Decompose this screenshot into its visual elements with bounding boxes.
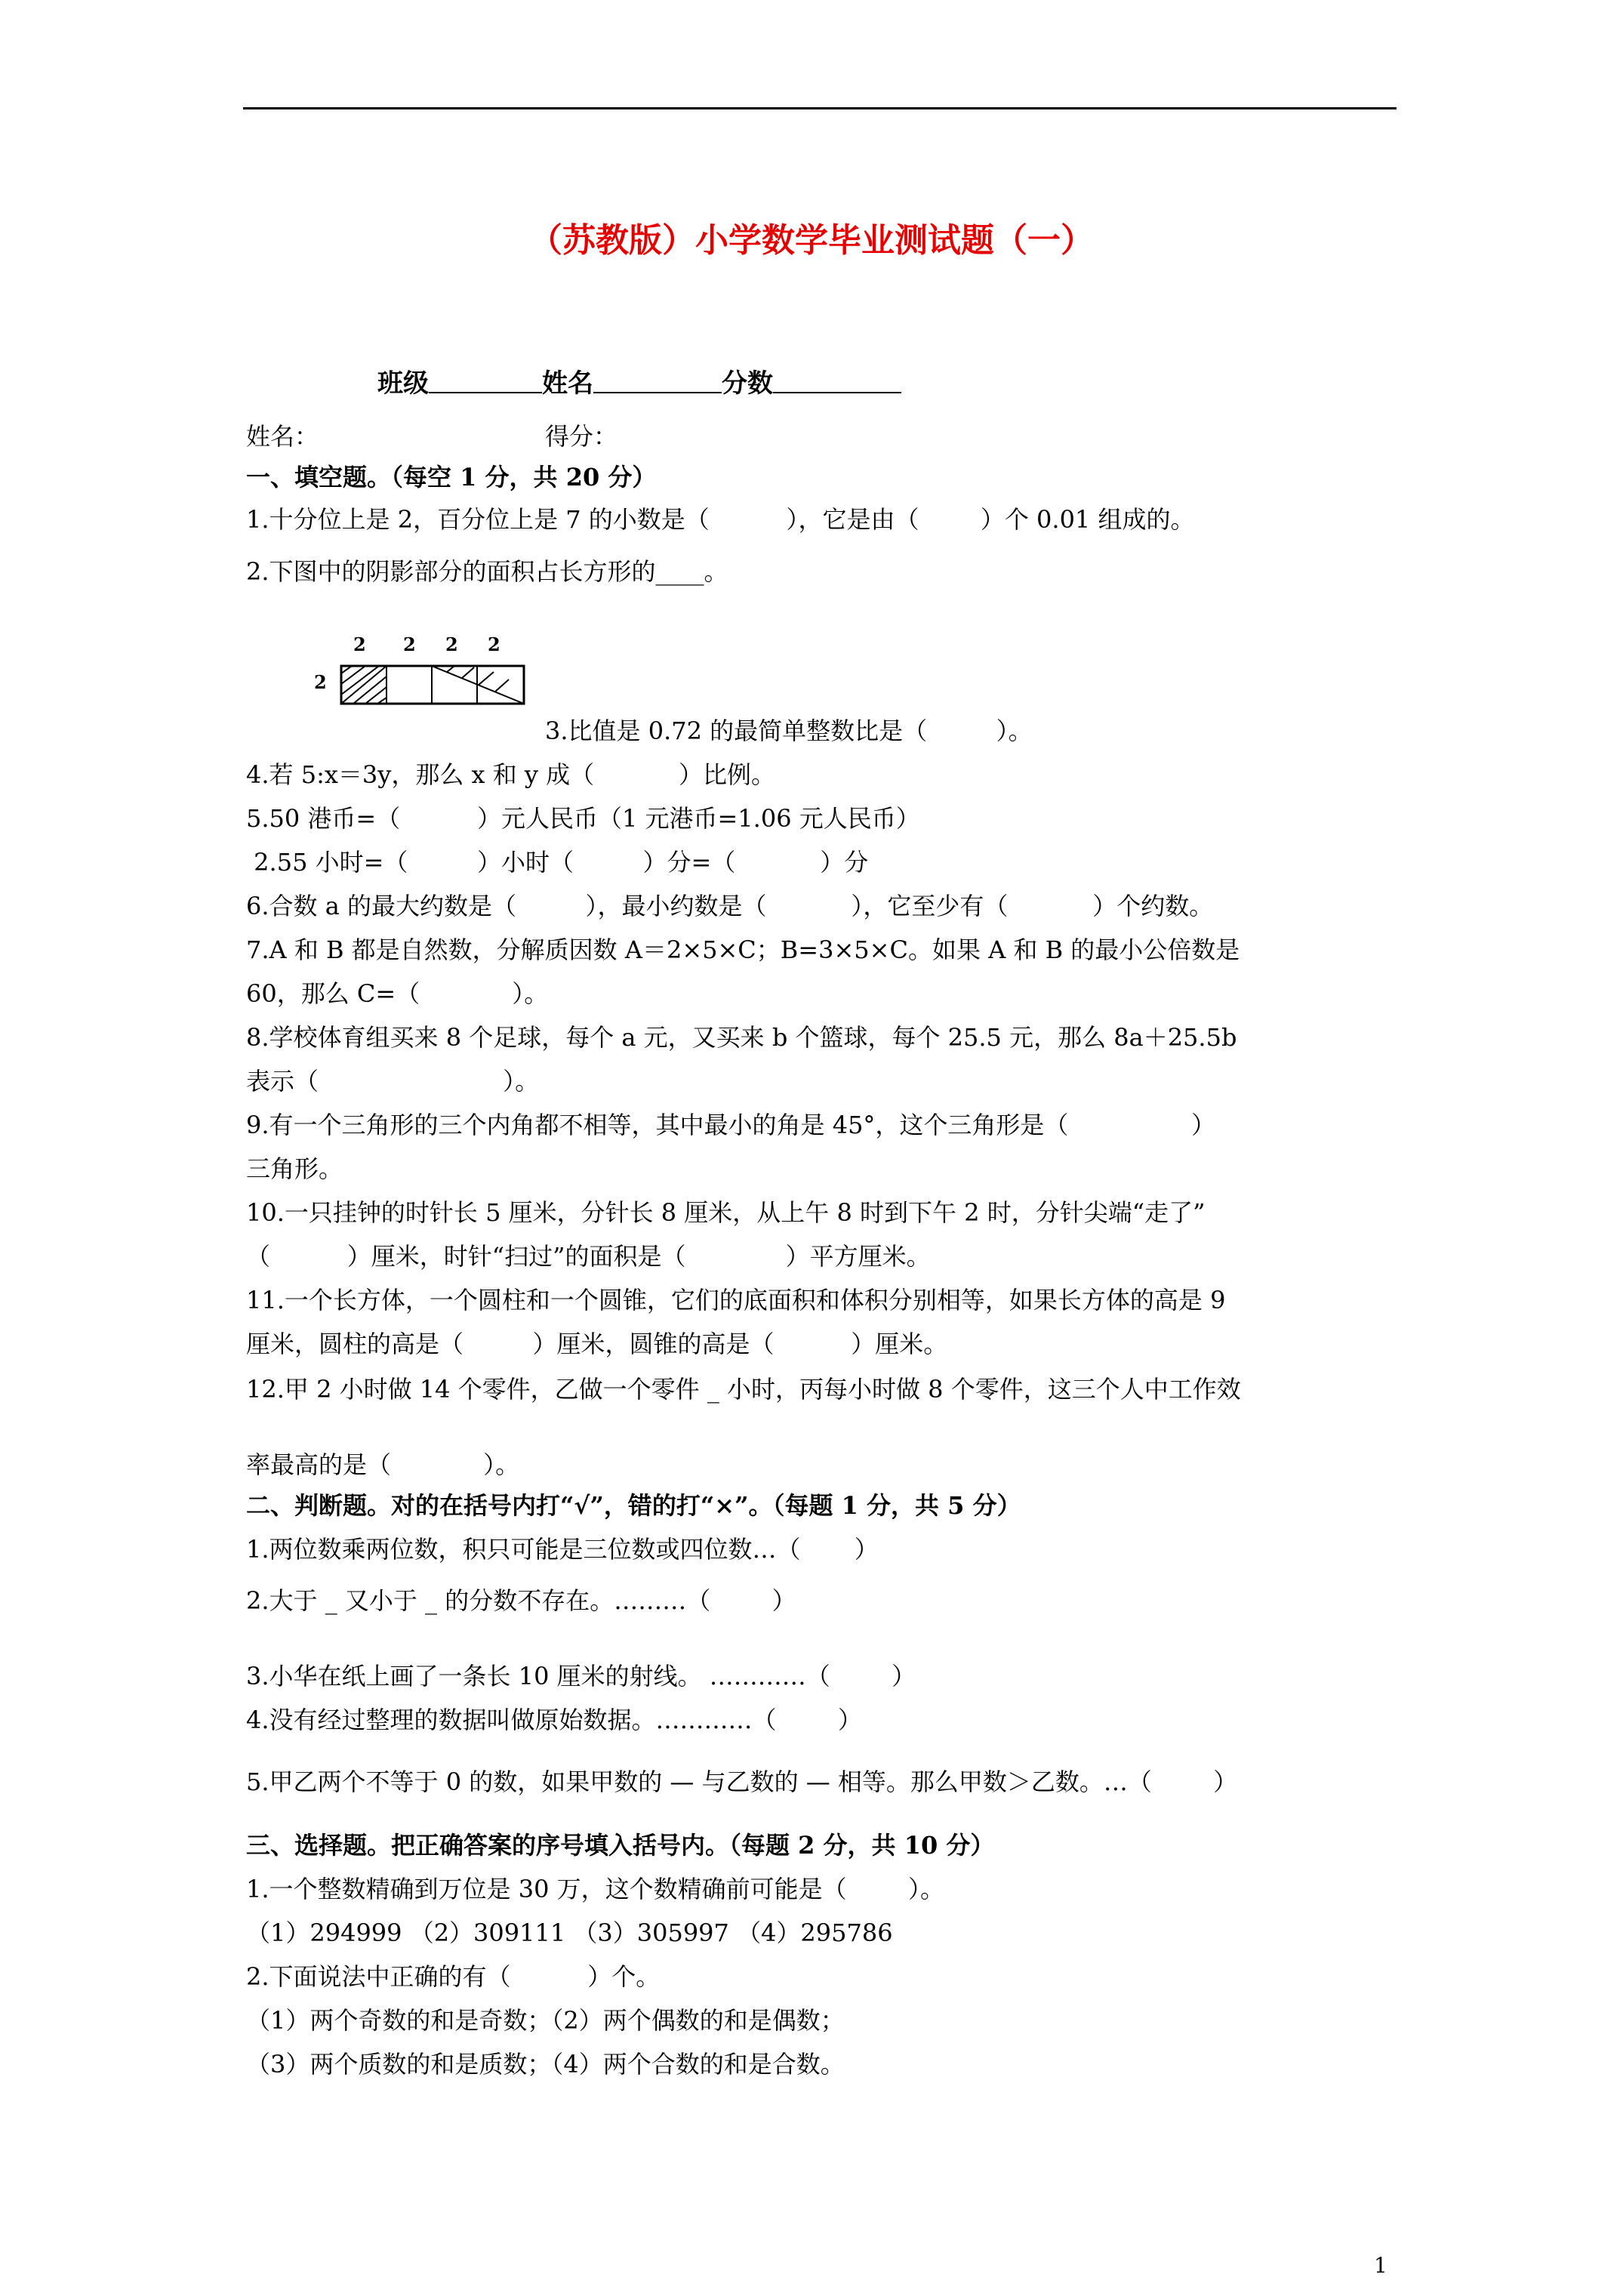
choice-1: 1.一个整数精确到万位是 30 万，这个数精确前可能是（ ）。 — [246, 1875, 944, 1903]
question-1-1: 1.十分位上是 2，百分位上是 7 的小数是（ ），它是由（ ）个 0.01 组成的。 — [246, 505, 1195, 534]
score-field-label: 得分： — [545, 422, 618, 451]
choice-2: 2.下面说法中正确的有（ ）个。 — [246, 1962, 661, 1991]
section3-heading: 三、选择题。把正确答案的序号填入括号内。（每题 2 分，共 10 分） — [246, 1831, 995, 1860]
judgment-5: 5.甲乙两个不等于 0 的数，如果甲数的 — 与乙数的 — 相等。那么甲数＞乙数。…（ ） — [246, 1767, 1238, 1796]
question-1-11: 11.一个长方体，一个圆柱和一个圆锥，它们的底面积和体积分别相等，如果长方体的高是 9 — [246, 1286, 1226, 1314]
choice-2-options-b: （3）两个质数的和是质数；（4）两个合数的和是合数。 — [246, 2050, 845, 2079]
student-info-row — [377, 362, 901, 399]
hatch-line — [341, 666, 365, 684]
question-1-11b: 厘米，圆柱的高是（ ）厘米，圆锥的高是（ ）厘米。 — [246, 1330, 948, 1358]
diagonal-line — [341, 666, 387, 704]
question-1-9: 9.有一个三角形的三个内角都不相等，其中最小的角是 45°，这个三角形是（ ） — [246, 1111, 1216, 1139]
figure-top-label: 2 — [403, 634, 416, 655]
top-rule — [243, 107, 1397, 109]
question-1-3: 3.比值是 0.72 的最简单整数比是（ ）。 — [545, 717, 1033, 745]
choice-2-options-a: （1）两个奇数的和是奇数；（2）两个偶数的和是偶数； — [246, 2006, 845, 2035]
hatch-line — [365, 687, 387, 704]
question-1-5: 5.50 港币=（ ）元人民币（1 元港币=1.06 元人民币） — [246, 804, 920, 833]
question-1-10b: （ ）厘米，时针“扫过”的面积是（ ）平方厘米。 — [246, 1242, 931, 1271]
class-blank — [429, 369, 542, 393]
score-label: 分数 — [722, 368, 773, 399]
name-field-label: 姓名： — [246, 422, 319, 451]
page-number: 1 — [1374, 2253, 1387, 2278]
name-label: 姓名 — [542, 368, 593, 399]
hatch-line — [479, 672, 494, 685]
question-1-10: 10.一只挂钟的时针长 5 厘米，分针长 8 厘米，从上午 8 时到下午 2 时，分针尖端“走了” — [246, 1198, 1206, 1227]
question-1-5b: 2.55 小时=（ ）小时（ ）分=（ ）分 — [246, 848, 869, 877]
question-1-4: 4.若 5:x＝3y，那么 x 和 y 成（ ）比例。 — [246, 760, 776, 789]
shaded-rectangle-figure — [311, 634, 530, 713]
section2-heading: 二、判断题。对的在括号内打“√”，错的打“×”。（每题 1 分，共 5 分） — [246, 1491, 1021, 1520]
judgment-2: 2.大于 _ 又小于 _ 的分数不存在。………（ ） — [246, 1586, 796, 1615]
class-label: 班级 — [377, 368, 429, 399]
question-1-7b: 60，那么 C=（ ）。 — [246, 979, 549, 1008]
question-1-7: 7.A 和 B 都是自然数，分解质因数 A＝2×5×C；B=3×5×C。如果 A 和 B 的最小公倍数是 — [246, 935, 1240, 964]
judgment-4: 4.没有经过整理的数据叫做原始数据。…………（ ） — [246, 1706, 862, 1734]
judgment-1: 1.两位数乘两位数，积只可能是三位数或四位数…（ ） — [246, 1535, 879, 1564]
question-1-6: 6.合数 a 的最大约数是（ ），最小约数是（ ），它至少有（ ）个约数。 — [246, 892, 1214, 920]
question-1-2: 2.下图中的阴影部分的面积占长方形的____。 — [246, 557, 728, 586]
section1-heading: 一、填空题。（每空 1 分，共 20 分） — [246, 463, 657, 492]
choice-1-options: （1）294999 （2）309111 （3）305997 （4）295786 — [246, 1918, 893, 1947]
hatch-line — [462, 667, 474, 678]
question-1-8b: 表示（ ）。 — [246, 1067, 540, 1096]
name-blank — [593, 369, 722, 393]
name-score-line — [246, 421, 617, 451]
page-title: （苏教版）小学数学毕业测试题（一） — [529, 221, 1094, 260]
figure-top-label: 2 — [488, 634, 500, 655]
figure-side-label: 2 — [314, 671, 327, 693]
hatch-line — [495, 680, 509, 692]
question-1-8: 8.学校体育组买来 8 个足球，每个 a 元，又买来 b 个篮球，每个 25.5 元，那么 8a＋25.5b — [246, 1023, 1237, 1052]
figure-top-label: 2 — [445, 634, 458, 655]
question-1-12b: 率最高的是（ ）。 — [246, 1450, 520, 1479]
score-blank — [773, 369, 901, 393]
figure-top-label: 2 — [353, 634, 366, 655]
judgment-3: 3.小华在纸上画了一条长 10 厘米的射线。 …………（ ） — [246, 1662, 916, 1690]
question-1-12: 12.甲 2 小时做 14 个零件，乙做一个零件 _ 小时，丙每小时做 8 个零件，这三个人中工作效 — [246, 1375, 1241, 1404]
question-1-9b: 三角形。 — [246, 1154, 343, 1183]
rectangle-diagram — [311, 634, 530, 710]
